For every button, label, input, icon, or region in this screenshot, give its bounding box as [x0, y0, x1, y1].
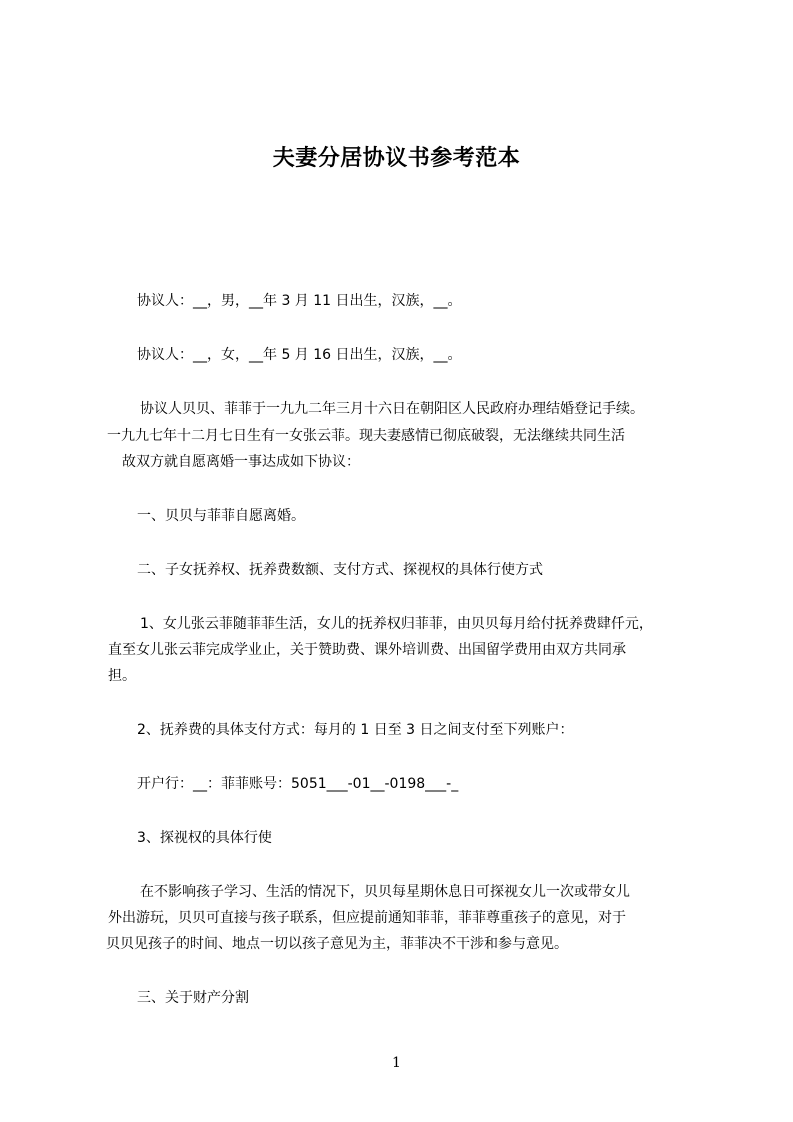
paragraph-line: 担。: [108, 668, 136, 684]
party-line-1: 协议人：__，男，__年 3 月 11 日出生，汉族，__。: [137, 293, 462, 309]
paragraph-line: 外出游玩，贝贝可直接与孩子联系，但应提前通知菲菲，菲菲尊重孩子的意见，对于: [108, 910, 626, 926]
paragraph-line: 协议人贝贝、菲菲于一九九二年三月十六日在朝阳区人民政府办理结婚登记手续。: [140, 401, 644, 417]
page-number: 1: [392, 1055, 401, 1071]
section-heading-1: 一、贝贝与菲菲自愿离婚。: [137, 508, 305, 524]
section-heading-2: 二、子女抚养权、抚养费数额、支付方式、探视权的具体行使方式: [137, 562, 543, 578]
subsection-heading: 3、探视权的具体行使: [137, 830, 272, 846]
payment-method-line: 2、抚养费的具体支付方式：每月的 1 日至 3 日之间支付至下列账户：: [137, 722, 574, 738]
paragraph-line: 一九九七年十二月七日生有一女张云菲。现夫妻感情已彻底破裂，无法继续共同生活: [107, 428, 625, 444]
paragraph-line: 故双方就自愿离婚一事达成如下协议：: [122, 454, 360, 470]
paragraph-line: 1、女儿张云菲随菲菲生活，女儿的抚养权归菲菲，由贝贝每月给付抚养费肆仟元，: [140, 616, 653, 632]
paragraph-line: 直至女儿张云菲完成学业止，关于赞助费、课外培训费、出国留学费用由双方共同承: [108, 642, 626, 658]
section-heading-3: 三、关于财产分割: [137, 990, 249, 1006]
paragraph-line: 在不影响孩子学习、生活的情况下，贝贝每星期休息日可探视女儿一次或带女儿: [140, 884, 630, 900]
paragraph-line: 贝贝见孩子的时间、地点一切以孩子意见为主，菲菲决不干涉和参与意见。: [106, 936, 568, 952]
bank-account-line: 开户行：__：菲菲账号：5051___-01__-0198___-_: [137, 776, 459, 792]
document-title: 夫妻分居协议书参考范本: [272, 146, 521, 171]
party-line-2: 协议人：__，女，__年 5 月 16 日出生，汉族，__。: [137, 347, 462, 363]
